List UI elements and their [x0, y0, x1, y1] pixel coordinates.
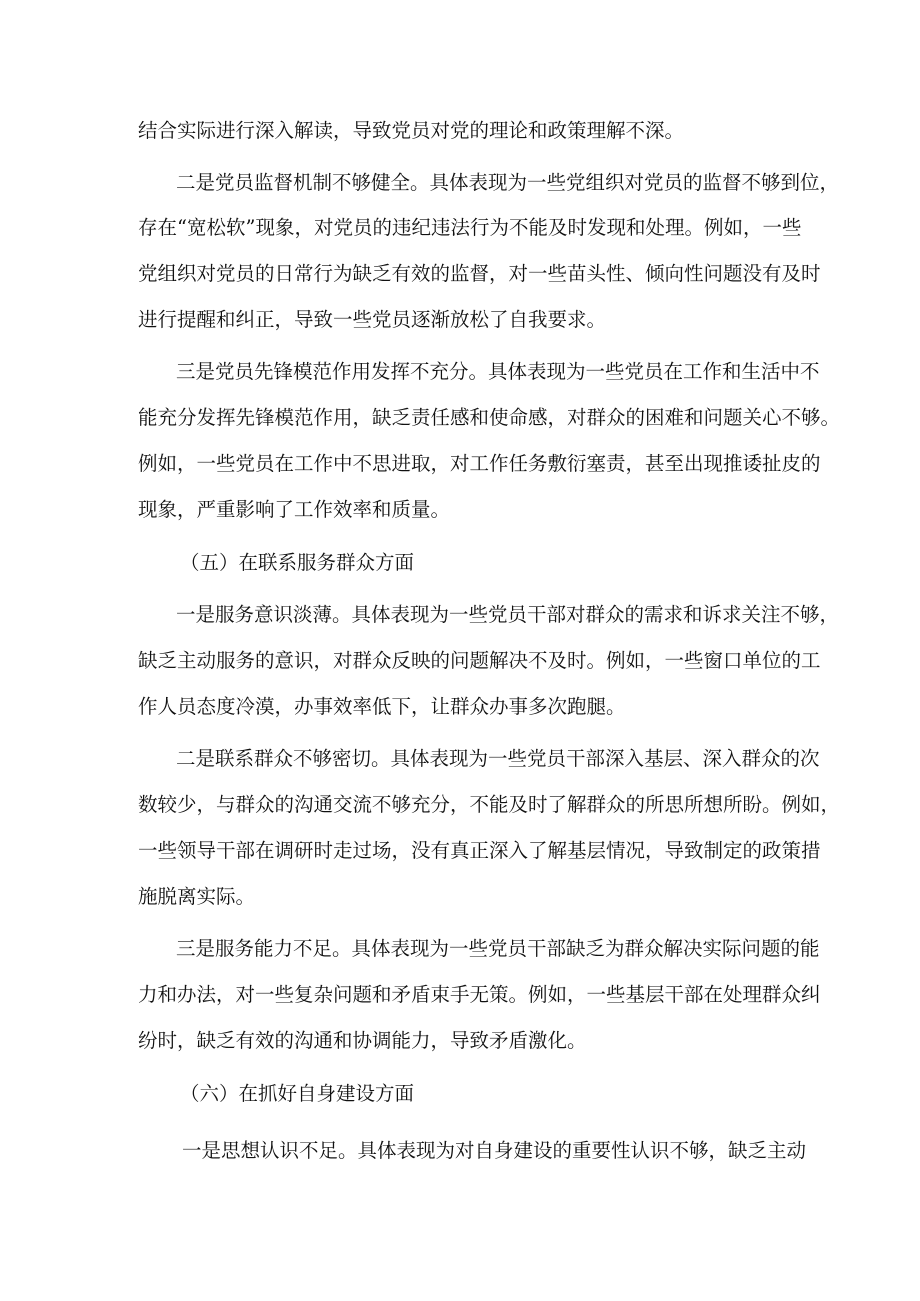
text-line: 二是党员监督机制不够健全。具体表现为一些党组织对党员的监督不够到位，	[176, 171, 840, 194]
text-line: 一些领导干部在调研时走过场，没有真正深入了解基层情况，导致制定的政策措	[138, 839, 821, 862]
text-line: 缺乏主动服务的意识，对群众反映的问题解决不及时。例如，一些窗口单位的工	[138, 649, 821, 672]
text-line: 作人员态度冷漠，办事效率低下，让群众办事多次跑腿。	[138, 695, 626, 718]
text-line: 力和办法，对一些复杂问题和矛盾束手无策。例如，一些基层干部在处理群众纠	[138, 983, 821, 1006]
text-line: 数较少，与群众的沟通交流不够充分，不能及时了解群众的所思所想所盼。例如，	[138, 793, 841, 816]
text-line: 现象，严重影响了工作效率和质量。	[138, 498, 451, 521]
text-line: 一是思想认识不足。具体表现为对自身建设的重要性认识不够，缺乏主动	[182, 1139, 807, 1162]
text-line: 例如，一些党员在工作中不思进取，对工作任务敷衍塞责，甚至出现推诿扯皮的	[138, 452, 821, 475]
text-line: 存在“宽松软”现象，对党员的违纪违法行为不能及时发现和处理。例如，一些	[138, 216, 802, 239]
text-line: 施脱离实际。	[138, 885, 256, 908]
text-line: 党组织对党员的日常行为缺乏有效的监督，对一些苗头性、倾向性问题没有及时	[138, 262, 821, 285]
text-line: 二是联系群众不够密切。具体表现为一些党员干部深入基层、深入群众的次	[176, 747, 820, 770]
section-heading: （五）在联系服务群众方面	[180, 551, 415, 574]
section-heading: （六）在抓好自身建设方面	[180, 1082, 415, 1105]
text-line: 进行提醒和纠正，导致一些党员逐渐放松了自我要求。	[138, 308, 607, 331]
text-line: 纷时，缺乏有效的沟通和协调能力，导致矛盾激化。	[138, 1029, 587, 1052]
text-line: 一是服务意识淡薄。具体表现为一些党员干部对群众的需求和诉求关注不够，	[176, 603, 840, 626]
text-line: 结合实际进行深入解读，导致党员对党的理论和政策理解不深。	[138, 119, 685, 142]
text-line: 能充分发挥先锋模范作用，缺乏责任感和使命感，对群众的困难和问题关心不够。	[138, 406, 841, 429]
text-line: 三是党员先锋模范作用发挥不充分。具体表现为一些党员在工作和生活中不	[176, 360, 820, 383]
text-line: 三是服务能力不足。具体表现为一些党员干部缺乏为群众解决实际问题的能	[176, 937, 820, 960]
